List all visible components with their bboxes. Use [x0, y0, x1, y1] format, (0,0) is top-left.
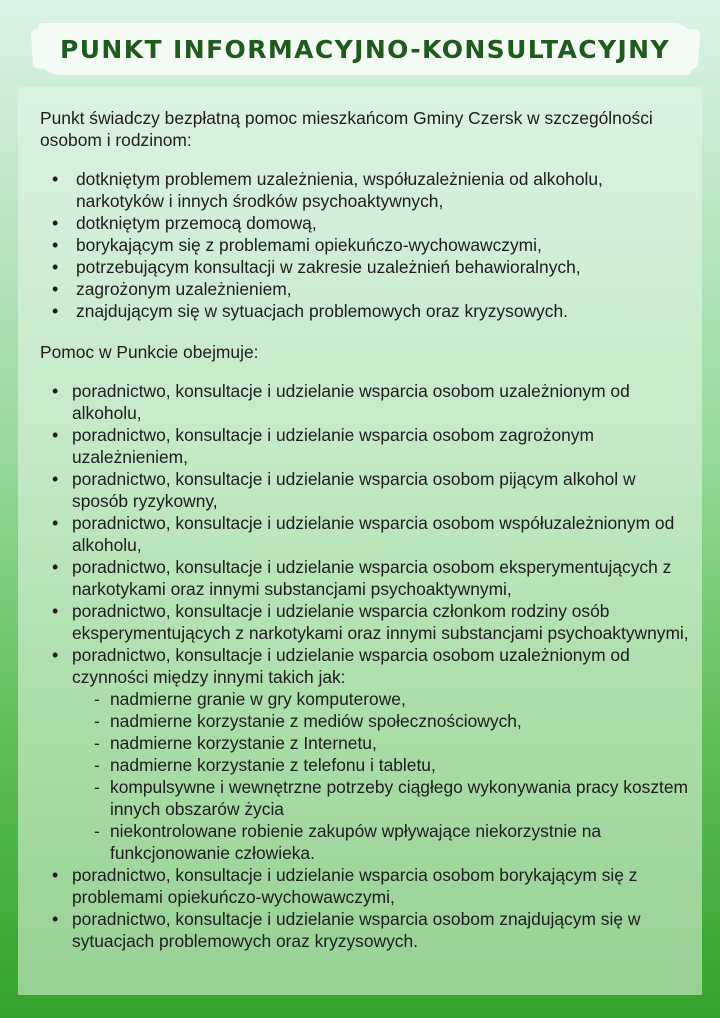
sublist-item: - nadmierne korzystanie z mediów społecznościowych,	[110, 710, 690, 732]
groups-list	[40, 168, 690, 322]
list-item: • poradnictwo, konsultacje i udzielanie wsparcia osobom współuzależnionym od alkoholu,	[72, 512, 690, 556]
list-item: • poradnictwo, konsultacje i udzielanie wsparcia członkom rodziny osób eksperymentujących z narkotykami oraz innymi substancjami psychoaktywnymi,	[72, 600, 690, 644]
list-item-text: poradnictwo, konsultacje i udzielanie wsparcia osobom uzależnionym od czynności między innymi takich jak:	[72, 645, 630, 687]
title-banner	[38, 23, 692, 75]
help-heading: Pomoc w Punkcie obejmuje:	[40, 342, 259, 362]
list-item: • zagrożonym uzależnieniem,	[76, 278, 690, 300]
behavioral-sublist	[72, 688, 690, 864]
list-item: • potrzebującym konsultacji w zakresie uzależnień behawioralnych,	[76, 256, 690, 278]
sublist-item: - nadmierne granie w gry komputerowe,	[110, 688, 690, 710]
document-body	[40, 107, 690, 952]
sublist-item: - nadmierne korzystanie z telefonu i tabletu,	[110, 754, 690, 776]
list-item: • poradnictwo, konsultacje i udzielanie wsparcia osobom uzależnionym od alkoholu,	[72, 380, 690, 424]
list-item: • znajdującym się w sytuacjach problemowych oraz kryzysowych.	[76, 300, 690, 322]
list-item: • poradnictwo, konsultacje i udzielanie wsparcia osobom eksperymentujących z narkotykami oraz innymi substancjami psychoaktywnymi,	[72, 556, 690, 600]
list-item: • poradnictwo, konsultacje i udzielanie wsparcia osobom znajdującym się w sytuacjach problemowych oraz kryzysowych.	[72, 908, 690, 952]
help-list	[40, 380, 690, 952]
sublist-item: - niekontrolowane robienie zakupów wpływające niekorzystnie na funkcjonowanie człowieka.	[110, 820, 690, 864]
list-item: • poradnictwo, konsultacje i udzielanie wsparcia osobom borykającym się z problemami opiekuńczo-wychowawczymi,	[72, 864, 690, 908]
sublist-item: - kompulsywne i wewnętrzne potrzeby ciągłego wykonywania pracy kosztem innych obszarów życia	[110, 776, 690, 820]
list-item: • poradnictwo, konsultacje i udzielanie wsparcia osobom pijącym alkohol w sposób ryzykowny,	[72, 468, 690, 512]
sublist-item: - nadmierne korzystanie z Internetu,	[110, 732, 690, 754]
list-item: • borykającym się z problemami opiekuńczo-wychowawczymi,	[76, 234, 690, 256]
intro-paragraph: Punkt świadczy bezpłatną pomoc mieszkańcom Gminy Czersk w szczególności osobom i rodzinom:	[40, 108, 653, 150]
page-title: PUNKT INFORMACYJNO-KONSULTACYJNY	[59, 34, 671, 64]
list-item-behavioral	[72, 644, 690, 864]
list-item: • poradnictwo, konsultacje i udzielanie wsparcia osobom zagrożonym uzależnieniem,	[72, 424, 690, 468]
list-item: • dotkniętym problemem uzależnienia, współuzależnienia od alkoholu, narkotyków i innych środków psychoaktywnych,	[76, 168, 690, 212]
list-item: • dotkniętym przemocą domową,	[76, 212, 690, 234]
